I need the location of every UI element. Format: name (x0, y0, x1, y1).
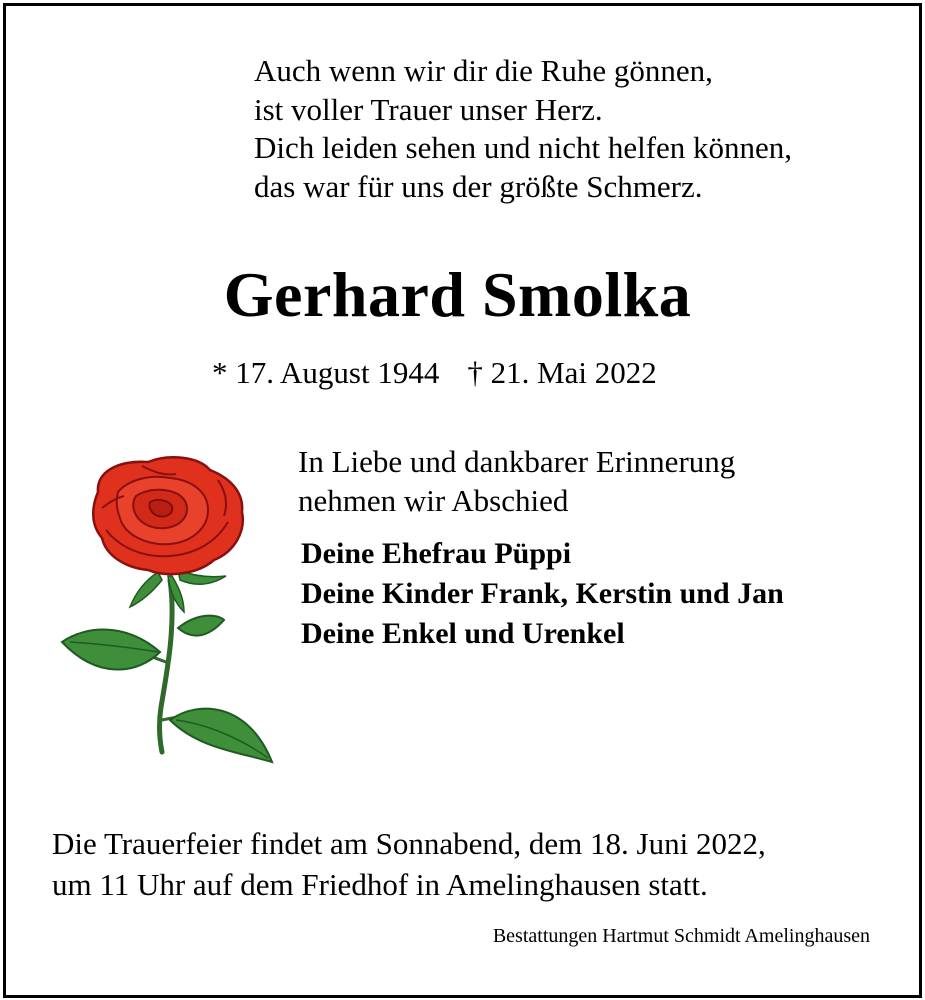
intro-line: nehmen wir Abschied (298, 482, 569, 518)
service-line: Die Trauerfeier findet am Sonnabend, dem 18. Juni 2022, (52, 826, 766, 861)
mourner-line: Deine Enkel und Urenkel (301, 617, 625, 650)
mourners-list (301, 534, 784, 654)
poem-line: Auch wenn wir dir die Ruhe gönnen, (254, 53, 713, 88)
memorial-poem (254, 52, 792, 206)
birth-date: * 17. August 1944 (212, 355, 440, 390)
red-rose-icon (58, 452, 280, 768)
death-date: † 21. Mai 2022 (467, 355, 657, 390)
service-line: um 11 Uhr auf dem Friedhof in Amelinghausen statt. (52, 867, 708, 902)
poem-line: ist voller Trauer unser Herz. (254, 91, 603, 127)
farewell-intro (298, 443, 735, 520)
life-dates (212, 355, 657, 391)
mourner-line: Deine Kinder Frank, Kerstin und Jan (301, 577, 784, 610)
deceased-name: Gerhard Smolka (223, 259, 692, 330)
mourner-line: Deine Ehefrau Püppi (301, 537, 572, 570)
funeral-service-info (52, 823, 766, 905)
intro-line: In Liebe und dankbarer Erinnerung (298, 444, 736, 479)
deceased-name-block (0, 258, 925, 332)
poem-line: das war für uns der größte Schmerz. (254, 168, 703, 204)
funeral-home: Bestattungen Hartmut Schmidt Amelinghausen (492, 925, 870, 947)
poem-line: Dich leiden sehen und nicht helfen können, (254, 130, 793, 165)
